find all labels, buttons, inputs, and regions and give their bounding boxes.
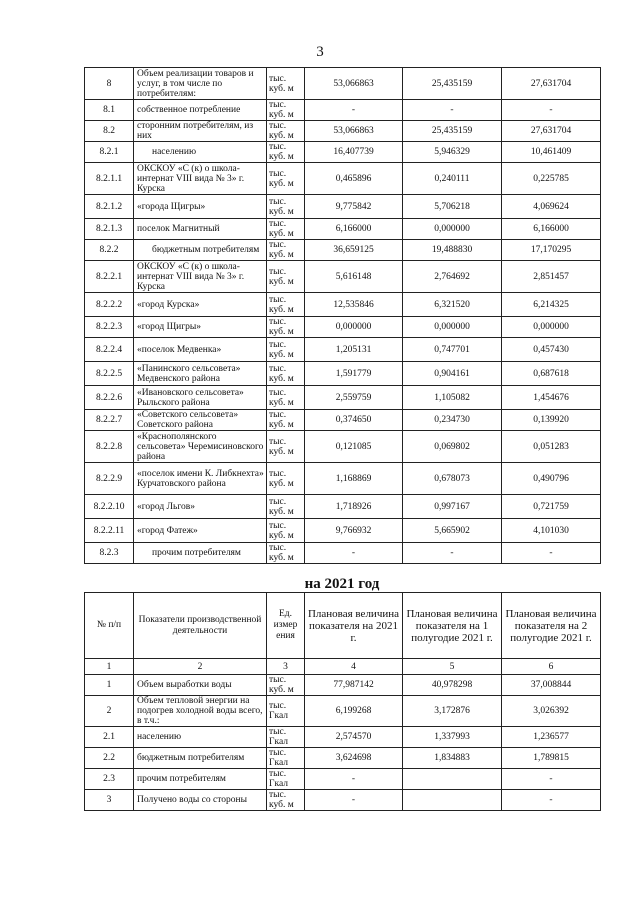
value-h1: 2,764692 (403, 261, 502, 293)
value-year: - (305, 543, 403, 564)
header-row (85, 593, 601, 659)
indicator-name: ОКСКОУ «С (к) о школа-интернат VIII вида № 3» г. Курска (134, 163, 267, 195)
unit: тыс. куб. м (267, 68, 305, 100)
row-number: 2 (85, 696, 134, 727)
indicator-name: бюджетным потребителям (134, 748, 267, 769)
value-year: 1,168869 (305, 463, 403, 495)
value-h2: 4,069624 (502, 195, 601, 219)
unit: тыс. куб. м (267, 163, 305, 195)
table-row (85, 121, 601, 142)
value-year: 0,121085 (305, 431, 403, 463)
row-number: 8 (85, 68, 134, 100)
value-year: 5,616148 (305, 261, 403, 293)
table-row (85, 519, 601, 543)
value-h2: 17,170295 (502, 240, 601, 261)
table-row (85, 386, 601, 410)
value-h1 (403, 769, 502, 790)
indicator-name: прочим потребителям (134, 769, 267, 790)
value-h2: 27,631704 (502, 121, 601, 142)
table-row (85, 696, 601, 727)
col-number: 4 (305, 659, 403, 675)
value-h2: 0,490796 (502, 463, 601, 495)
value-h1: - (403, 543, 502, 564)
header-num: № п/п (85, 593, 134, 659)
col-number: 1 (85, 659, 134, 675)
continuation-table (84, 67, 601, 564)
row-number: 3 (85, 790, 134, 811)
unit: тыс. Гкал (267, 727, 305, 748)
table-row (85, 195, 601, 219)
indicator-name: «город Щигры» (134, 317, 267, 338)
unit: тыс. Гкал (267, 769, 305, 790)
col-number: 2 (134, 659, 267, 675)
value-year: 53,066863 (305, 121, 403, 142)
unit: тыс. куб. м (267, 261, 305, 293)
indicator-name: поселок Магнитный (134, 219, 267, 240)
unit: тыс. куб. м (267, 142, 305, 163)
unit: тыс. куб. м (267, 386, 305, 410)
value-h1: 1,834883 (403, 748, 502, 769)
table-row (85, 463, 601, 495)
row-number: 8.2.1.2 (85, 195, 134, 219)
value-h2: 0,457430 (502, 338, 601, 362)
value-h2: 10,461409 (502, 142, 601, 163)
indicator-name: «поселок имени К. Либкнехта» Курчатовского района (134, 463, 267, 495)
value-h1: - (403, 100, 502, 121)
header-unit: Ед. измер ения (267, 593, 305, 659)
unit: тыс. куб. м (267, 431, 305, 463)
table-row (85, 495, 601, 519)
value-h1: 40,978298 (403, 675, 502, 696)
value-h2: 1,236577 (502, 727, 601, 748)
value-year: 2,559759 (305, 386, 403, 410)
row-number: 8.2.2.6 (85, 386, 134, 410)
row-number: 1 (85, 675, 134, 696)
value-h2: 37,008844 (502, 675, 601, 696)
table-row (85, 338, 601, 362)
value-year: 6,166000 (305, 219, 403, 240)
value-h2: 1,789815 (502, 748, 601, 769)
unit: тыс. куб. м (267, 790, 305, 811)
unit: тыс. куб. м (267, 362, 305, 386)
value-h1: 5,665902 (403, 519, 502, 543)
indicator-name: собственное потребление (134, 100, 267, 121)
value-year: - (305, 769, 403, 790)
row-number: 8.2.2.7 (85, 410, 134, 431)
table-row (85, 543, 601, 564)
unit: тыс. куб. м (267, 219, 305, 240)
row-number: 8.1 (85, 100, 134, 121)
value-h1 (403, 790, 502, 811)
col-number: 3 (267, 659, 305, 675)
value-h1: 0,240111 (403, 163, 502, 195)
value-h2: 4,101030 (502, 519, 601, 543)
row-number: 8.2.1 (85, 142, 134, 163)
table-row (85, 362, 601, 386)
value-h2: 0,139920 (502, 410, 601, 431)
table-row (85, 675, 601, 696)
table-row (85, 142, 601, 163)
row-number: 8.2.2 (85, 240, 134, 261)
row-number: 8.2.2.8 (85, 431, 134, 463)
indicator-name: Объем выработки воды (134, 675, 267, 696)
unit: тыс. Гкал (267, 696, 305, 727)
col-number: 6 (502, 659, 601, 675)
table-row (85, 261, 601, 293)
table-row (85, 410, 601, 431)
value-h1: 0,997167 (403, 495, 502, 519)
indicator-name: «город Курска» (134, 293, 267, 317)
value-year: 0,000000 (305, 317, 403, 338)
unit: тыс. куб. м (267, 338, 305, 362)
unit: тыс. куб. м (267, 121, 305, 142)
value-h1: 3,172876 (403, 696, 502, 727)
value-h2: 27,631704 (502, 68, 601, 100)
value-h1: 1,337993 (403, 727, 502, 748)
table-row (85, 790, 601, 811)
unit: тыс. куб. м (267, 675, 305, 696)
unit: тыс. Гкал (267, 748, 305, 769)
unit: тыс. куб. м (267, 495, 305, 519)
value-h1: 0,000000 (403, 219, 502, 240)
table-row (85, 100, 601, 121)
row-number: 8.2.2.3 (85, 317, 134, 338)
value-year: 9,766932 (305, 519, 403, 543)
year-heading: на 2021 год (304, 576, 380, 592)
table-row (85, 293, 601, 317)
value-h1: 5,946329 (403, 142, 502, 163)
table-row (85, 769, 601, 790)
value-year: 16,407739 (305, 142, 403, 163)
value-year: 0,374650 (305, 410, 403, 431)
row-number: 2.2 (85, 748, 134, 769)
indicator-name: «поселок Медвенка» (134, 338, 267, 362)
value-h2: 6,214325 (502, 293, 601, 317)
indicator-name: Объем тепловой энергии на подогрев холодной воды всего, в т.ч.: (134, 696, 267, 727)
row-number: 2.3 (85, 769, 134, 790)
indicator-name: ОКСКОУ «С (к) о школа-интернат VIII вида № 3» г. Курска (134, 261, 267, 293)
indicator-name: населению (134, 727, 267, 748)
value-h1: 1,105082 (403, 386, 502, 410)
indicator-name: Объем реализации товаров и услуг, в том числе по потребителям: (134, 68, 267, 100)
indicator-name: населению (134, 142, 267, 163)
value-h1: 6,321520 (403, 293, 502, 317)
row-number: 8.2.2.9 (85, 463, 134, 495)
row-number: 8.2.1.1 (85, 163, 134, 195)
header-plan-h2: Плановая величина показателя на 2 полугодие 2021 г. (502, 593, 601, 659)
column-number-row (85, 659, 601, 675)
value-h2: - (502, 769, 601, 790)
value-year: - (305, 100, 403, 121)
table-row (85, 68, 601, 100)
unit: тыс. куб. м (267, 463, 305, 495)
value-year: 2,574570 (305, 727, 403, 748)
value-h2: 3,026392 (502, 696, 601, 727)
value-h2: 2,851457 (502, 261, 601, 293)
row-number: 8.2 (85, 121, 134, 142)
value-h1: 25,435159 (403, 68, 502, 100)
unit: тыс. куб. м (267, 100, 305, 121)
row-number: 8.2.3 (85, 543, 134, 564)
value-year: 53,066863 (305, 68, 403, 100)
indicator-name: «город Льгов» (134, 495, 267, 519)
col-number: 5 (403, 659, 502, 675)
value-year: 6,199268 (305, 696, 403, 727)
table-row (85, 727, 601, 748)
value-h1: 5,706218 (403, 195, 502, 219)
indicator-name: прочим потребителям (134, 543, 267, 564)
value-year: 1,591779 (305, 362, 403, 386)
indicator-name: «города Щигры» (134, 195, 267, 219)
value-h2: 1,454676 (502, 386, 601, 410)
row-number: 8.2.2.4 (85, 338, 134, 362)
unit: тыс. куб. м (267, 293, 305, 317)
value-h2: - (502, 543, 601, 564)
unit: тыс. куб. м (267, 410, 305, 431)
row-number: 8.2.2.5 (85, 362, 134, 386)
indicator-name: Получено воды со стороны (134, 790, 267, 811)
indicator-name: «Панинского сельсовета» Медвенского района (134, 362, 267, 386)
indicator-name: сторонним потребителям, из них (134, 121, 267, 142)
table-row (85, 240, 601, 261)
value-h2: 6,166000 (502, 219, 601, 240)
value-year: 3,624698 (305, 748, 403, 769)
row-number: 8.2.2.2 (85, 293, 134, 317)
value-h2: 0,225785 (502, 163, 601, 195)
header-plan-h1: Плановая величина показателя на 1 полугодие 2021 г. (403, 593, 502, 659)
table-row (85, 219, 601, 240)
value-h2: 0,721759 (502, 495, 601, 519)
value-year: 36,659125 (305, 240, 403, 261)
page-number: 3 (316, 44, 324, 60)
value-h1: 0,904161 (403, 362, 502, 386)
table-row (85, 163, 601, 195)
table-row (85, 748, 601, 769)
value-year: - (305, 790, 403, 811)
value-year: 9,775842 (305, 195, 403, 219)
table-row (85, 431, 601, 463)
indicator-name: «Советского сельсовета» Советского района (134, 410, 267, 431)
table-row (85, 317, 601, 338)
value-h1: 0,747701 (403, 338, 502, 362)
unit: тыс. куб. м (267, 317, 305, 338)
value-h2: 0,000000 (502, 317, 601, 338)
value-h1: 19,488830 (403, 240, 502, 261)
header-name: Показатели производственной деятельности (134, 593, 267, 659)
row-number: 2.1 (85, 727, 134, 748)
value-year: 77,987142 (305, 675, 403, 696)
row-number: 8.2.1.3 (85, 219, 134, 240)
value-year: 0,465896 (305, 163, 403, 195)
unit: тыс. куб. м (267, 543, 305, 564)
header-plan-year: Плановая величина показателя на 2021 г. (305, 593, 403, 659)
value-h1: 25,435159 (403, 121, 502, 142)
indicator-name: «город Фатеж» (134, 519, 267, 543)
value-h2: 0,051283 (502, 431, 601, 463)
indicator-name: «Ивановского сельсовета» Рыльского района (134, 386, 267, 410)
value-h1: 0,234730 (403, 410, 502, 431)
value-year: 1,718926 (305, 495, 403, 519)
value-h2: 0,687618 (502, 362, 601, 386)
unit: тыс. куб. м (267, 240, 305, 261)
indicator-name: бюджетным потребителям (134, 240, 267, 261)
plan-2021-table (84, 592, 601, 811)
value-h2: - (502, 790, 601, 811)
row-number: 8.2.2.1 (85, 261, 134, 293)
value-year: 12,535846 (305, 293, 403, 317)
unit: тыс. куб. м (267, 519, 305, 543)
unit: тыс. куб. м (267, 195, 305, 219)
indicator-name: «Краснополянского сельсовета» Черемисиновского района (134, 431, 267, 463)
row-number: 8.2.2.11 (85, 519, 134, 543)
value-h1: 0,069802 (403, 431, 502, 463)
value-year: 1,205131 (305, 338, 403, 362)
value-h1: 0,678073 (403, 463, 502, 495)
value-h1: 0,000000 (403, 317, 502, 338)
value-h2: - (502, 100, 601, 121)
row-number: 8.2.2.10 (85, 495, 134, 519)
